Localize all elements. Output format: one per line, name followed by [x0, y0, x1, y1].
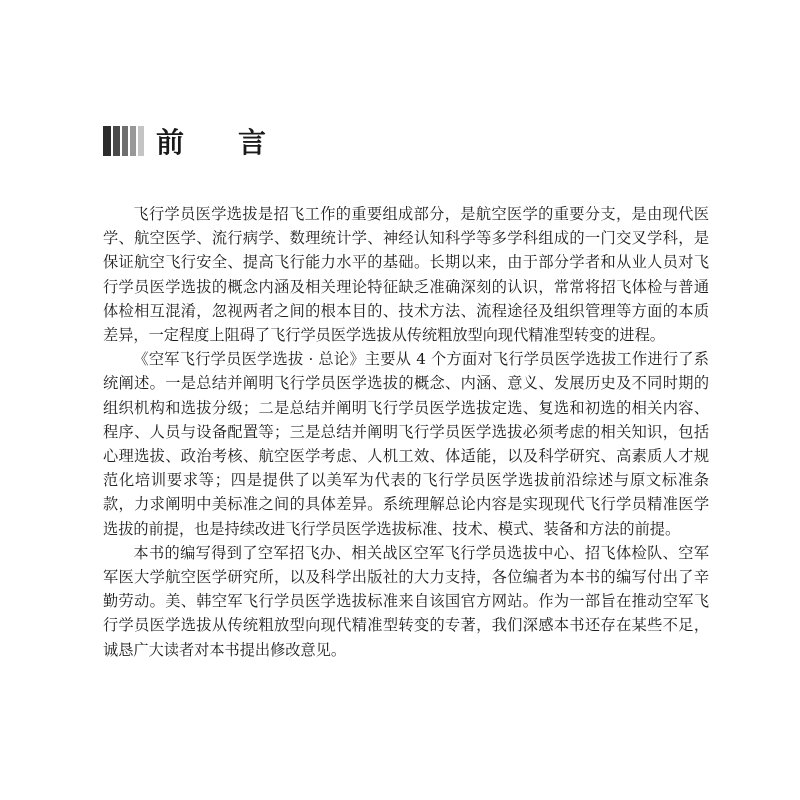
chapter-heading — [103, 124, 266, 158]
page-title-char-2: 言 — [238, 126, 267, 159]
paragraph-2: 《空军飞行学员医学选拔 · 总论》主要从 4 个方面对飞行学员医学选拔工作进行了系统阐述。一是总结并阐明飞行学员医学选拔的概念、内涵、意义、发展历史及不同时期的组织机构和选拔分级；二是总结并阐明飞行学员医学选拔定选、复选和初选的相关内容、程序、人员与设备配置等；三是总结并阐明飞行学员医学选拔必须考虑的相关知识，包括心理选拔、政治考核、航空医学考虑、人机工效、体适能，以及科学研究、高素质人才规范化培训要求等；四是提供了以美军为代表的飞行学员医学选拔前沿综述与原文标准条款，力求阐明中美标准之间的具体差异。系统理解总论内容是实现现代飞行学员精准医学选拔的前提，也是持续改进飞行学员医学选拔标准、技术、模式、装备和方法的前提。 — [103, 350, 709, 538]
paragraph-3: 本书的编写得到了空军招飞办、相关战区空军飞行学员选拔中心、招飞体检队、空军军医大学航空医学研究所，以及科学出版社的大力支持，各位编者为本书的编写付出了辛勤劳动。美、韩空军飞行学员医学选拔标准来自该国官方网站。作为一部旨在推动空军飞行学员医学选拔从传统粗放型向现代精准型转变的专著，我们深感本书还存在某些不足，诚恳广大读者对本书提出修改意见。 — [103, 543, 709, 659]
page-title — [156, 121, 266, 161]
heading-bar — [113, 126, 120, 156]
heading-bar — [103, 126, 111, 156]
heading-bar — [138, 126, 144, 156]
page-title-char-1: 前 — [156, 126, 185, 159]
preface-body — [103, 202, 709, 662]
heading-bars-decoration — [103, 126, 144, 156]
paragraph-1: 飞行学员医学选拔是招飞工作的重要组成部分，是航空医学的重要分支，是由现代医学、航空医学、流行病学、数理统计学、神经认知科学等多学科组成的一门交叉学科，是保证航空飞行安全、提高飞行能力水平的基础。长期以来，由于部分学者和从业人员对飞行学员医学选拔的概念内涵及相关理论特征缺乏准确深刻的认识，常常将招飞体检与普通体检相互混淆，忽视两者之间的根本目的、技术方法、流程途径及组织管理等方面的本质差异，一定程度上阻碍了飞行学员医学选拔从传统粗放型向现代精准型转变的进程。 — [103, 205, 709, 345]
heading-bar — [130, 126, 136, 156]
heading-bar — [122, 126, 128, 156]
